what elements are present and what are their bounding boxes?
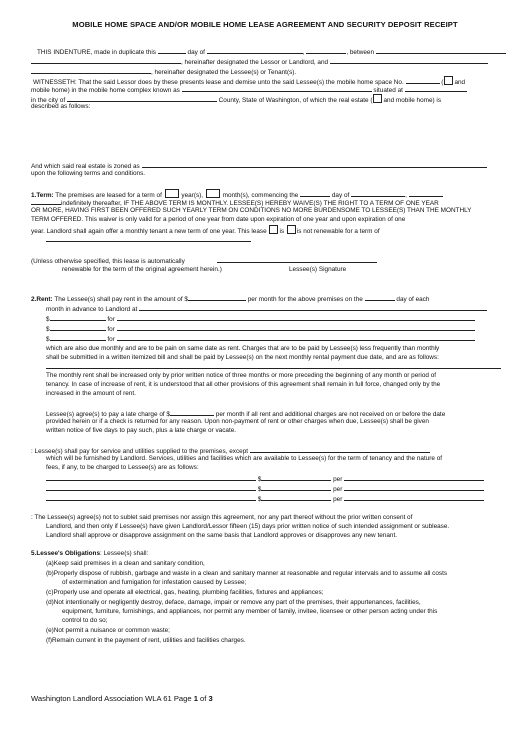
lessee-name-field[interactable]	[330, 57, 488, 64]
utility-period-field[interactable]	[344, 494, 484, 501]
rent-charge-row: $ for	[46, 324, 475, 334]
rent-line-2: month in advance to Landlord at	[46, 304, 487, 314]
obligation-a: (a)Keep said premises in a clean and sanitary condition,	[46, 560, 205, 567]
utility-row: $ per	[46, 494, 484, 504]
renewal-term-field[interactable]	[46, 235, 251, 242]
sublet-line-1: : The Lessee(s) agree(s) not to sublet said premises nor assign this agreement, nor any part thereof without the prior written consent of	[31, 514, 413, 521]
term-line-8: renewable for the term of the original agreement herein.)	[62, 266, 222, 273]
utilities-except-field[interactable]	[250, 446, 430, 453]
rent-para2-line-1: The monthly rent shall be increased only by prior written notice of three months or more preceding the beginning of any month or period of	[46, 372, 437, 379]
utility-period-field[interactable]	[344, 474, 484, 481]
term-end-field[interactable]	[31, 198, 61, 205]
utility-period-field[interactable]	[344, 484, 484, 491]
rent-line-1: 2.Rent: The Lessee(s) shall pay rent in the amount of $ per month for the above premises on the day of each	[31, 296, 430, 303]
zoned-field[interactable]	[142, 161, 487, 168]
intro-line-7: described as follows:	[31, 103, 91, 110]
utility-amount-field[interactable]	[261, 494, 331, 501]
late-charge-line-2: provided herein or if a check is returned for any reason. Upon non-payment of rent or other charges when due, Lessee(s) shall be given	[46, 418, 429, 425]
utilities-line-3: fees, if any, to be charged to Lessee(s) are as follows:	[46, 464, 199, 471]
obligation-d-2: equipment, furniture, furnishings, and appliances, nor permit any member of family, invitee, licensee or other person acting under this	[62, 608, 438, 615]
rent-charge-row: $ for	[46, 314, 475, 324]
lessor-name-field[interactable]	[376, 47, 506, 54]
late-charge-field[interactable]	[170, 409, 214, 416]
obligation-b-2: of extermination and fumigation for infestation caused by Lessee;	[62, 579, 247, 586]
utility-name-field[interactable]	[46, 484, 256, 491]
obligation-d-1: (d)Not intentionally or negligently destroy, deface, damage, impair or remove any part of the premises, their appurtenances, facilities,	[46, 599, 421, 606]
obligation-b-1: (b)Properly dispose of rubbish, garbage and waste in a clean and sanitary manner at reasonable and regular intervals and to assume all costs	[46, 570, 448, 577]
situated-at-field[interactable]	[405, 85, 467, 92]
intro-line-1: THIS INDENTURE, made in duplicate this day of , , between	[37, 47, 506, 57]
zoned-line-1: And which said real estate is zoned as	[31, 161, 487, 171]
date-year-field[interactable]	[306, 47, 346, 54]
term-line-2: indefinitely thereafter, IF THE ABOVE TERM IS MONTHLY. LESSEE(S) HEREBY WAIVE(S) THE RIGHT TO A TERM OF ONE YEAR	[31, 198, 439, 208]
lessor-field[interactable]	[31, 57, 181, 64]
obligation-c: (c)Properly use and operate all electrical, gas, heating, plumbing facilities, fixtures and appliances;	[46, 589, 324, 596]
utility-row: $ per	[46, 484, 484, 494]
charge-description-field[interactable]	[117, 324, 475, 331]
commence-month-field[interactable]	[351, 190, 405, 197]
renewable-checkbox[interactable]	[269, 225, 278, 234]
intro-line-4: WITNESSETH: That the said Lessor does by these presents lease and demise unto the said Lessee(s) the mobile home space No. ( and	[33, 76, 465, 87]
term-line-4: TERM OFFERED. This waiver is only valid for a period of one year from date upon expiration of one year and upon expiration of one	[31, 216, 406, 223]
signature-label: Lessee(s) Signature	[289, 266, 347, 273]
rent-line-6: which are also due monthly and are to be pain on same date as rent. Charges that are to be paid by Lessee(s) less frequently than monthly	[46, 345, 440, 352]
utility-name-field[interactable]	[46, 474, 256, 481]
utility-amount-field[interactable]	[261, 474, 331, 481]
real-estate-checkbox[interactable]	[373, 94, 382, 103]
date-day-field[interactable]	[158, 47, 186, 54]
utilities-line-2: which will be furnished by Landlord. Services, utilities and facilities which are available to Lessee(s) for the term of tenancy and the nature of	[46, 455, 443, 462]
lessee-signature-field[interactable]	[217, 256, 377, 263]
rent-line-7: shall be submitted in a written itemized bill and shall be paid by Lessee(s) on the next monthly rental payment due date, and are as follows:	[46, 354, 439, 361]
other-charges-field[interactable]	[46, 362, 501, 369]
charge-description-field[interactable]	[117, 334, 475, 341]
obligation-d-3: control to do so;	[62, 617, 108, 624]
commence-day-field[interactable]	[300, 190, 330, 197]
rent-address-field[interactable]	[139, 304, 487, 311]
space-number-field[interactable]	[406, 77, 440, 84]
late-charge-line-3: written notice of five days to pay such, plus a late charge or vacate.	[46, 427, 237, 434]
term-line-3: OR MORE, HAVING FIRST BEEN OFFERED SUCH YEARLY TERM ON CONDITIONS NO MORE BURDENSOME TO LESSEE(S) THAN THE MONTHLY	[31, 207, 472, 214]
rent-amount-field[interactable]	[188, 294, 246, 301]
page-footer: Washington Landlord Association WLA 61 Page 1 of 3	[31, 694, 213, 703]
term-months-box[interactable]	[206, 189, 220, 198]
charge-amount-field[interactable]	[50, 314, 106, 321]
rent-charge-row: $ for	[46, 334, 475, 344]
zoned-line-2: upon the following terms and conditions.	[31, 170, 146, 177]
sublet-line-3: Landlord shall approve or disapprove assignment on the same basis that Landlord approves or disapproves any new tenant.	[46, 532, 397, 539]
lessee-field[interactable]	[31, 67, 151, 74]
obligation-e: (e)Not permit a nuisance or common waste;	[46, 627, 170, 634]
rent-blank-line	[46, 362, 501, 372]
late-charge-line-1: Lessee(s) agree(s) to pay a late charge of $ per month if all rent and additional charges are not received on or before the date	[46, 411, 446, 418]
date-month-field[interactable]	[207, 47, 303, 54]
utility-amount-field[interactable]	[261, 484, 331, 491]
term-years-box[interactable]	[165, 189, 179, 198]
term-line-7: (Unless otherwise specified, this lease is automatically	[31, 256, 377, 266]
renewal-term-line	[46, 235, 251, 245]
charge-description-field[interactable]	[117, 314, 475, 321]
obligation-f: (f)Remain current in the payment of rent, utilities and facilities charges.	[46, 637, 246, 644]
obligations-heading: 5.Lessee's Obligations: Lessee(s) shall:	[31, 550, 149, 557]
rent-para2-line-3: increased in the amount of rent.	[46, 390, 136, 397]
not-renewable-checkbox[interactable]	[287, 225, 296, 234]
intro-line-6: in the city of County, State of Washington, of which the real estate ( and mobile home) is	[31, 94, 441, 105]
term-line-1: 1.Term: The premises are leased for a term of year(s), month(s), commencing the day of ,	[31, 189, 443, 200]
commence-year-field[interactable]	[409, 190, 443, 197]
charge-amount-field[interactable]	[50, 324, 106, 331]
rent-due-day-field[interactable]	[365, 294, 395, 301]
rent-para2-line-2: tenancy. In case of increase of rent, it is understood that all other provisions of this agreement shall remain in full force, changed only by the	[46, 381, 441, 388]
complex-name-field[interactable]	[182, 85, 372, 92]
intro-line-5: mobile home) in the mobile home complex known as situated at	[31, 85, 467, 95]
utility-row: $ per	[46, 474, 484, 484]
charge-amount-field[interactable]	[50, 334, 106, 341]
term-line-5: year. Landlord shall again offer a monthly tenant a new term of one year. This lease is is not renewable for a term of	[31, 225, 380, 236]
utilities-line-1: : Lessee(s) shall pay for service and utilities supplied to the premises, except	[31, 446, 430, 456]
intro-line-3: , hereinafter designated the Lessee(s) or Tenant(s).	[31, 67, 296, 77]
mobile-home-checkbox[interactable]	[444, 76, 453, 85]
document-title: MOBILE HOME SPACE AND/OR MOBILE HOME LEASE AGREEMENT AND SECURITY DEPOSIT RECEIPT	[72, 20, 458, 29]
intro-line-2: , hereinafter designated the Lessor or Landlord, and	[31, 57, 488, 67]
utility-name-field[interactable]	[46, 494, 256, 501]
sublet-line-2: Landlord, and then only if Lessee(s) have given Landlord/Lessor fifteen (15) days prior written notice of such intended assignment or sublease.	[46, 523, 450, 530]
city-field[interactable]	[67, 95, 217, 102]
